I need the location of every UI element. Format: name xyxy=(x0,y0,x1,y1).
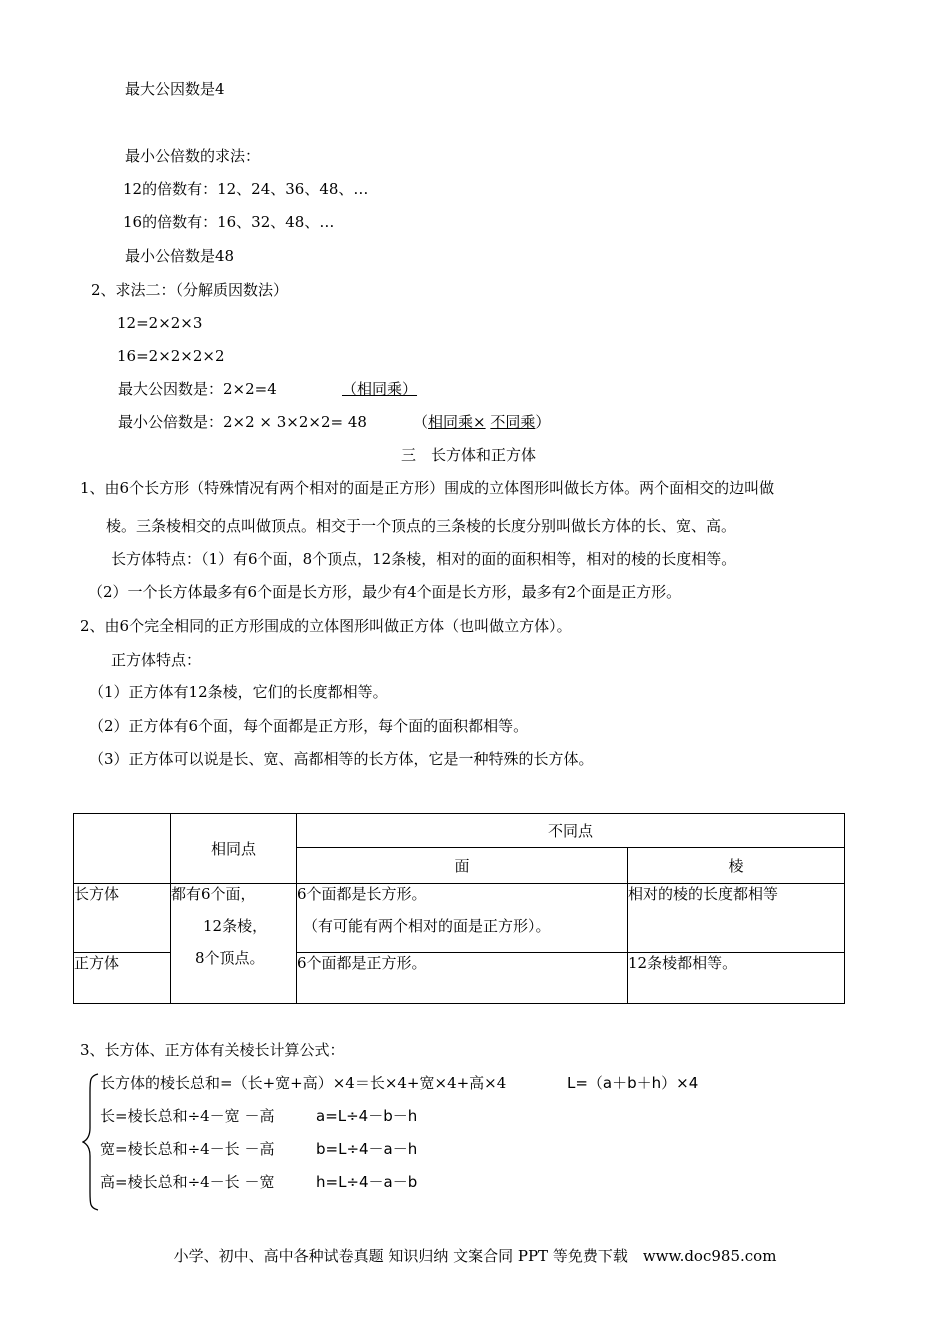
formula-length: 长=棱长总和÷4－宽 －高 xyxy=(100,1107,275,1125)
formula-height: 高=棱长总和÷4－长 －宽 xyxy=(100,1173,275,1191)
table-corner xyxy=(74,814,171,884)
cube-features-heading: 正方体特点： xyxy=(111,651,202,669)
method2-title: 2、求法二：（分解质因数法） xyxy=(91,281,289,299)
row-label-cube: 正方体 xyxy=(74,953,171,1004)
comparison-table xyxy=(73,813,845,1004)
gcd-note-text: （相同乘） xyxy=(342,380,418,398)
para-2: 2、由6个完全相同的正方形围成的立体图形叫做正方体（也叫做立方体）。 xyxy=(80,617,572,635)
page-footer: 小学、初中、高中各种试卷真题 知识归纳 文案合同 PPT 等免费下载 www.doc985.com xyxy=(173,1247,777,1265)
factor-16: 16=2×2×2×2 xyxy=(117,347,225,365)
cube-feature-2: （2）正方体有6个面，每个面都是正方形，每个面的面积都相等。 xyxy=(89,717,529,735)
same-point-faces: 都有6个面， xyxy=(171,885,256,903)
header-face: 面 xyxy=(297,848,628,884)
gcd-note xyxy=(342,379,417,399)
lcm-calculation: 最小公倍数是：2×2 × 3×2×2= 48 xyxy=(118,413,367,431)
same-point-edges: 12条棱， xyxy=(203,917,268,935)
gcd-result: 最大公因数是4 xyxy=(125,80,225,98)
cube-feature-3: （3）正方体可以说是长、宽、高都相等的长方体，它是一种特殊的长方体。 xyxy=(89,750,594,768)
formula-height-symbolic: h=L÷4－a－b xyxy=(316,1173,418,1191)
gcd-calculation: 最大公因数是：2×2=4 xyxy=(118,380,277,398)
row-label-cuboid: 长方体 xyxy=(74,884,171,953)
lcm-note: （相同乘× 不同乘） xyxy=(413,413,551,431)
curly-brace-icon xyxy=(82,1072,102,1212)
formula-width: 宽=棱长总和÷4－长 －高 xyxy=(100,1140,275,1158)
same-point-vertices: 8个顶点。 xyxy=(195,949,265,967)
cuboid-features: 长方体特点：（1）有6个面，8个顶点，12条棱，相对的面的面积相等，相对的棱的长度相等。 xyxy=(111,550,737,568)
lcm-method-heading: 最小公倍数的求法： xyxy=(125,147,261,165)
formula-length-symbolic: a=L÷4－b－h xyxy=(316,1107,418,1125)
multiples-of-12: 12的倍数有：12、24、36、48、… xyxy=(123,180,369,198)
factor-12: 12=2×2×3 xyxy=(117,314,203,332)
header-diff: 不同点 xyxy=(297,814,845,848)
formulas-title: 3、长方体、正方体有关棱长计算公式： xyxy=(80,1041,345,1059)
cuboid-features-2: （2）一个长方体最多有6个面是长方形，最少有4个面是长方形，最多有2个面是正方形。 xyxy=(88,583,682,601)
cuboid-edge-cell: 相对的棱的长度都相等 xyxy=(628,884,845,953)
lcm-note-same: 相同乘× xyxy=(428,413,486,431)
cube-face-cell: 6个面都是正方形。 xyxy=(297,953,628,1004)
header-edge: 棱 xyxy=(628,848,845,884)
cuboid-face-cell xyxy=(297,884,628,953)
para-1-line-2: 棱。三条棱相交的点叫做顶点。相交于一个顶点的三条棱的长度分别叫做长方体的长、宽、高。 xyxy=(106,517,737,535)
formula-total-edge-symbolic: L=（a＋b＋h）×4 xyxy=(567,1074,699,1092)
section-heading: 三 长方体和正方体 xyxy=(401,446,537,464)
formula-width-symbolic: b=L÷4－a－h xyxy=(316,1140,418,1158)
cube-feature-1: （1）正方体有12条棱，它们的长度都相等。 xyxy=(89,683,388,701)
header-same: 相同点 xyxy=(171,814,297,884)
cuboid-face-text: 6个面都是长方形。 xyxy=(297,885,427,903)
multiples-of-16: 16的倍数有：16、32、48、… xyxy=(123,213,335,231)
formula-total-edge: 长方体的棱长总和=（长+宽+高）×4＝长×4+宽×4+高×4 xyxy=(100,1074,507,1092)
lcm-note-diff: 不同乘 xyxy=(490,413,536,431)
lcm-result: 最小公倍数是48 xyxy=(125,247,235,265)
para-1-line-1: 1、由6个长方形（特殊情况有两个相对的面是正方形）围成的立体图形叫做长方体。两个面相交的边叫做 xyxy=(80,479,775,497)
cube-edge-cell: 12条棱都相等。 xyxy=(628,953,845,1004)
same-points-cell xyxy=(171,884,297,1004)
cuboid-face-note: （有可能有两个相对的面是正方形）。 xyxy=(303,917,551,935)
